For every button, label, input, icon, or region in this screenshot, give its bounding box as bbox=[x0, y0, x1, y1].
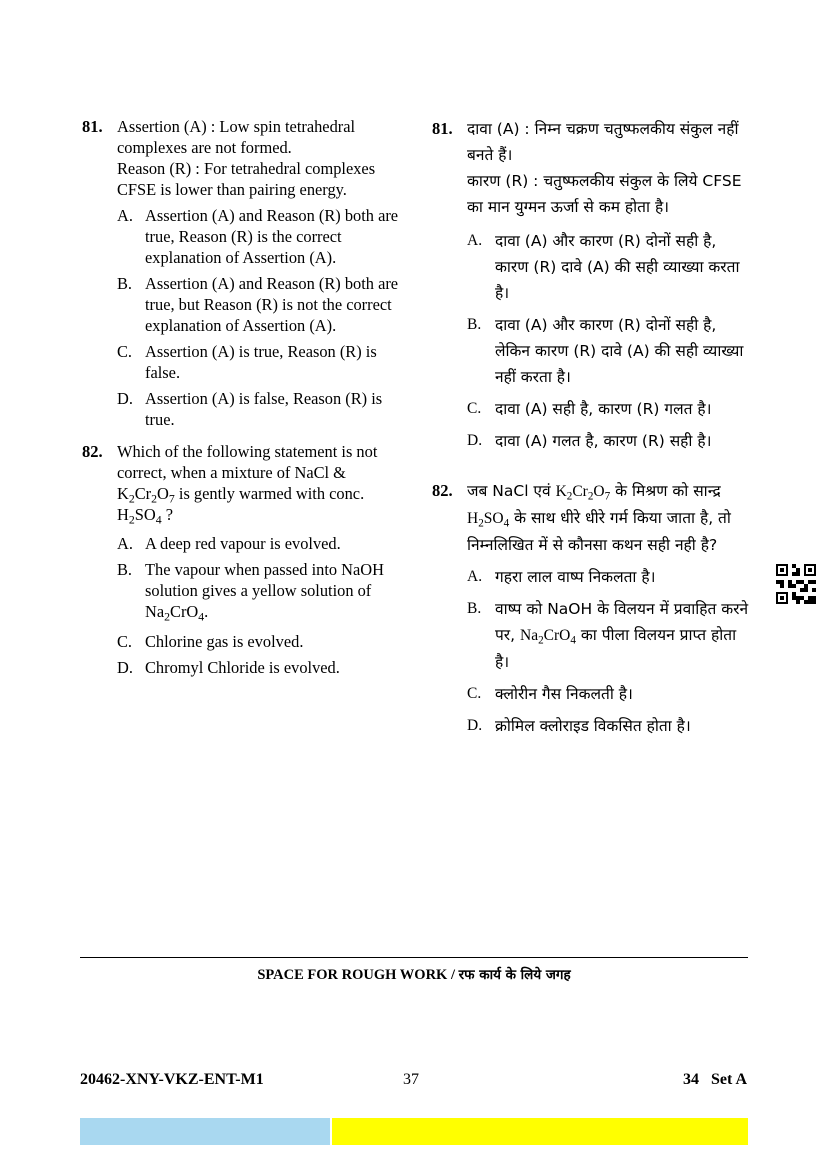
question-number: 82. bbox=[82, 442, 103, 461]
formula-k2cr2o7: $K_2Cr_2O_7$ bbox=[117, 484, 175, 506]
option-c: C. दावा (A) सही है, कारण (R) गलत है। bbox=[467, 400, 712, 418]
rough-work-label: SPACE FOR ROUGH WORK / रफ कार्य के लिये जगह bbox=[257, 967, 571, 983]
option-c: C. क्लोरीन गैस निकलती है। bbox=[467, 685, 633, 703]
formula-h2so4: $H_2SO_4$ bbox=[467, 510, 510, 530]
hindi-column bbox=[432, 116, 752, 739]
option-a: A. दावा (A) और कारण (R) दोनों सही है, कारण (R) दावे (A) की सही व्याख्या करता है। bbox=[467, 232, 740, 302]
option-a: A. गहरा लाल वाष्प निकलता है। bbox=[467, 568, 656, 586]
question-81-hi bbox=[432, 116, 752, 454]
option-c: C. Chlorine gas is evolved. bbox=[117, 632, 304, 651]
booklet-code: 20462-XNY-VKZ-ENT-M1 bbox=[80, 1071, 264, 1088]
rough-work-divider bbox=[80, 957, 748, 958]
reason-text: कारण (R) : चतुष्फलकीय संकुल के लिये CFSE का मान युग्मन ऊर्जा से कम होता है। bbox=[467, 172, 742, 216]
option-d: D. Assertion (A) is false, Reason (R) is true. bbox=[117, 389, 383, 429]
question-81-en bbox=[82, 116, 402, 430]
set-label: 34 Set A bbox=[683, 1071, 747, 1088]
footer-bar-yellow bbox=[332, 1118, 748, 1145]
formula-na2cro4: $Na_2CrO_4$ bbox=[145, 602, 205, 624]
option-b: B. The vapour when passed into NaOH solution gives a yellow solution of $Na_2CrO_4$. bbox=[117, 560, 384, 624]
formula-h2so4: $H_2SO_4$ bbox=[117, 505, 162, 527]
option-a: A. Assertion (A) and Reason (R) both are true, Reason (R) is the correct explanation of Assertion (A). bbox=[117, 206, 399, 267]
option-a: A. A deep red vapour is evolved. bbox=[117, 534, 341, 553]
qr-code-icon bbox=[776, 564, 816, 604]
option-d: D. क्रोमिल क्लोराइड विकसित होता है। bbox=[467, 717, 691, 735]
option-b: B. Assertion (A) and Reason (R) both are true, but Reason (R) is not the correct explanation of Assertion (A). bbox=[117, 274, 399, 335]
option-d: D. दावा (A) गलत है, कारण (R) सही है। bbox=[467, 432, 712, 450]
question-number: 81. bbox=[432, 119, 453, 138]
footer-bar-blue bbox=[80, 1118, 330, 1145]
option-b: B. वाष्प को NaOH के विलयन में प्रवाहित करने पर, $Na_2CrO_4$ का पीला विलयन प्राप्त होता है। bbox=[467, 600, 749, 671]
question-number: 82. bbox=[432, 481, 453, 500]
question-82-hi bbox=[432, 478, 752, 739]
reason-text: Reason (R) : For tetrahedral complexes CFSE is lower than pairing energy. bbox=[117, 159, 376, 199]
formula-na2cro4: $Na_2CrO_4$ bbox=[520, 627, 576, 647]
formula-k2cr2o7: $K_2Cr_2O_7$ bbox=[555, 483, 611, 503]
question-number: 81. bbox=[82, 117, 103, 136]
page-number: 37 bbox=[403, 1071, 419, 1088]
question-stem: जब NaCl एवं $K_2Cr_2O_7$ के मिश्रण को सान्द्र $H_2SO_4$ के साथ धीरे धीरे गर्म किया जाता है, तो निम्नलिखित में से कौनसा कथन सही नही है? bbox=[467, 482, 731, 554]
assertion-text: दावा (A) : निम्न चक्रण चतुष्फलकीय संकुल नहीं बनते हैं। bbox=[467, 120, 739, 164]
option-b: B. दावा (A) और कारण (R) दोनों सही है, लेकिन कारण (R) दावे (A) की सही व्याख्या नहीं करता है। bbox=[467, 316, 744, 386]
english-column bbox=[82, 116, 402, 678]
question-stem: Which of the following statement is not correct, when a mixture of NaCl & $K_2Cr_2O_7$ is gently warmed with conc. $H_2SO_4$ ? bbox=[117, 442, 378, 527]
assertion-text: Assertion (A) : Low spin tetrahedral complexes are not formed. bbox=[117, 117, 356, 157]
option-d: D. Chromyl Chloride is evolved. bbox=[117, 658, 340, 677]
option-c: C. Assertion (A) is true, Reason (R) is false. bbox=[117, 342, 377, 382]
question-82-en bbox=[82, 441, 402, 678]
